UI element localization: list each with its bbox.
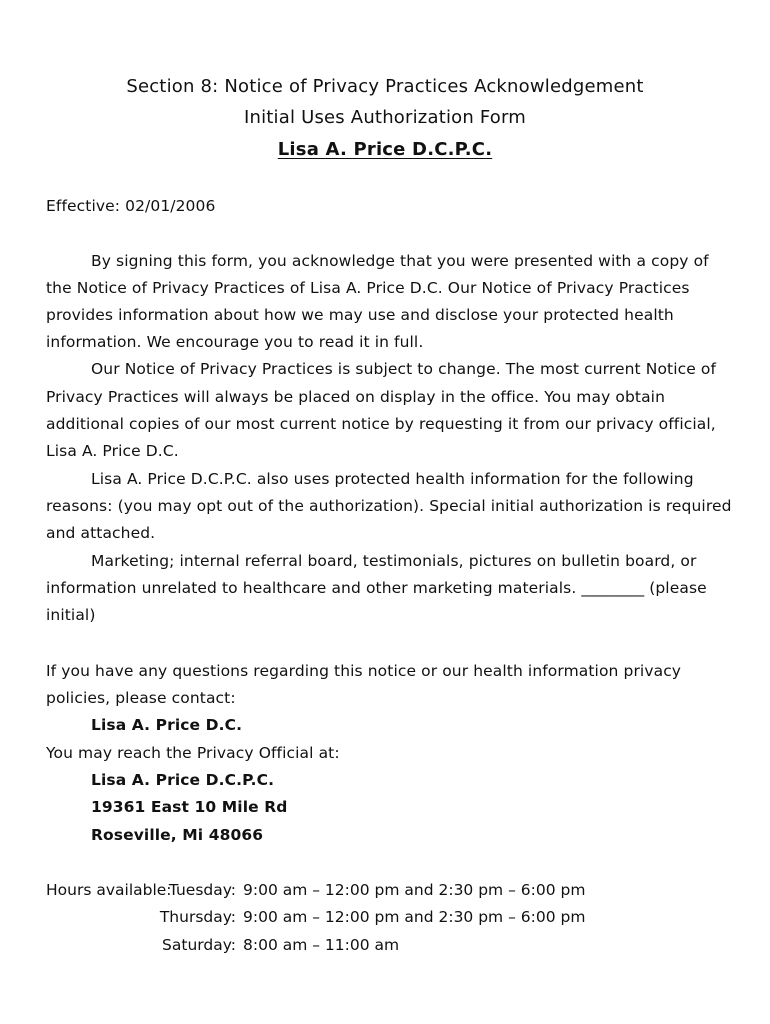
address-city: Roseville, Mi 48066 bbox=[91, 826, 264, 844]
questions-line: policies, please contact: bbox=[46, 689, 236, 707]
hours-day: Saturday: bbox=[162, 936, 236, 954]
effective-date: Effective: 02/01/2006 bbox=[46, 197, 216, 215]
reach-line: You may reach the Privacy Official at: bbox=[46, 744, 340, 762]
hours-label: Hours available: bbox=[46, 881, 172, 899]
paragraph-line: By signing this form, you acknowledge that you were presented with a copy of bbox=[91, 252, 709, 270]
section-title: Section 8: Notice of Privacy Practices Acknowledgement bbox=[126, 76, 644, 97]
form-title: Initial Uses Authorization Form bbox=[243, 107, 527, 128]
paragraph-line: the Notice of Privacy Practices of Lisa A. Price D.C. Our Notice of Privacy Practices bbox=[46, 279, 690, 297]
paragraph-line: reasons: (you may opt out of the authorization). Special initial authorization is required bbox=[46, 497, 732, 515]
address-street: 19361 East 10 Mile Rd bbox=[91, 798, 288, 816]
paragraph-line: information. We encourage you to read it in full. bbox=[46, 333, 424, 351]
paragraph-line: Lisa A. Price D.C.P.C. also uses protected health information for the following bbox=[91, 470, 694, 488]
hours-time: 8:00 am – 11:00 am bbox=[243, 936, 400, 954]
hours-day: Tuesday: bbox=[168, 881, 236, 899]
paragraph-line: Lisa A. Price D.C. bbox=[46, 442, 179, 460]
provider-name-heading: Lisa A. Price D.C.P.C. bbox=[277, 139, 493, 160]
paragraph-line: information unrelated to healthcare and other marketing materials. ________ (please bbox=[46, 579, 707, 597]
contact-name: Lisa A. Price D.C. bbox=[91, 716, 243, 734]
hours-time: 9:00 am – 12:00 pm and 2:30 pm – 6:00 pm bbox=[243, 881, 586, 899]
paragraph-line: Marketing; internal referral board, testimonials, pictures on bulletin board, or bbox=[91, 552, 697, 570]
hours-day: Thursday: bbox=[159, 908, 236, 926]
official-name: Lisa A. Price D.C.P.C. bbox=[91, 771, 275, 789]
hours-time: 9:00 am – 12:00 pm and 2:30 pm – 6:00 pm bbox=[243, 908, 586, 926]
paragraph-line: provides information about how we may use and disclose your protected health bbox=[46, 306, 674, 324]
paragraph-line: additional copies of our most current notice by requesting it from our privacy official, bbox=[46, 415, 716, 433]
paragraph-line: initial) bbox=[46, 606, 96, 624]
paragraph-line: Privacy Practices will always be placed on display in the office. You may obtain bbox=[46, 388, 666, 406]
paragraph-line: and attached. bbox=[46, 524, 156, 542]
paragraph-line: Our Notice of Privacy Practices is subject to change. The most current Notice of bbox=[91, 360, 717, 378]
questions-line: If you have any questions regarding this notice or our health information privacy bbox=[46, 662, 682, 680]
